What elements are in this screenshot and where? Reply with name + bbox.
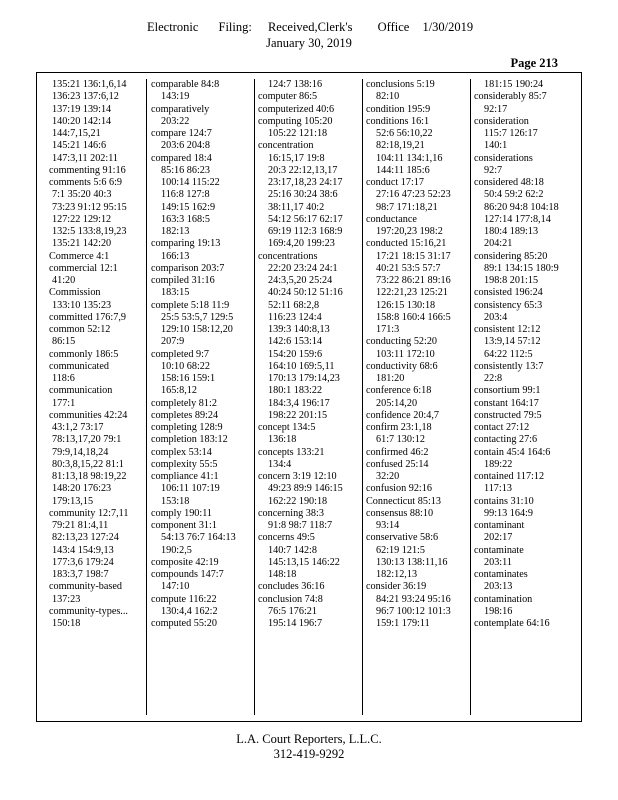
index-page-ref-line: 50:4 59:2 62:2 xyxy=(484,189,544,201)
index-page-ref-line: 183:15 xyxy=(161,287,190,299)
index-term-entry: computer 86:5 xyxy=(258,91,318,103)
index-term-entry: conclusions 5:19 xyxy=(366,79,435,90)
index-page-ref-line: 139:3 140:8,13 xyxy=(268,324,330,335)
index-term-entry: constructed 79:5 xyxy=(474,409,542,421)
index-term-entry: complex 53:14 xyxy=(151,446,212,458)
index-page-ref-line: 104:11 134:1,16 xyxy=(376,152,443,164)
word-index-box xyxy=(36,72,582,722)
index-term-entry: comparable 84:8 xyxy=(151,79,220,90)
index-page-ref-line: 25:5 53:5,7 129:5 xyxy=(161,311,234,323)
index-term-entry: concentrations xyxy=(258,250,318,262)
index-term-entry: concepts 133:21 xyxy=(258,446,325,458)
index-term-entry: conductance xyxy=(366,213,417,225)
index-page-ref-line: 134:4 xyxy=(268,458,292,470)
index-term-entry: conservative 58:6 xyxy=(366,532,439,544)
index-page-ref-line: 145:13,15 146:22 xyxy=(268,556,340,568)
index-term-entry: Commerce 4:1 xyxy=(49,250,110,262)
index-term-entry: comparing 19:13 xyxy=(151,238,221,250)
index-page-ref-line: 181:15 190:24 xyxy=(484,79,544,90)
index-term-entry: community 12:7,11 xyxy=(49,507,129,519)
index-term-entry: computerized 40:6 xyxy=(258,103,335,115)
index-page-ref-line: 136:23 137:6,12 xyxy=(52,91,119,103)
index-page-ref-line: 177:1 xyxy=(52,397,76,409)
index-page-ref-line: 202:17 xyxy=(484,532,513,544)
index-page-ref-line: 106:11 107:19 xyxy=(161,483,220,495)
index-page-ref-line: 124:7 138:16 xyxy=(268,79,323,90)
index-term-entry: computed 55:20 xyxy=(151,618,217,629)
index-page-ref-line: 147:10 xyxy=(161,581,190,593)
index-page-ref-line: 143:19 xyxy=(161,91,190,103)
index-term-entry: compared 18:4 xyxy=(151,152,212,164)
index-term-entry: completes 89:24 xyxy=(151,409,219,421)
index-term-entry: consistent 12:12 xyxy=(474,324,541,335)
index-page-ref-line: 82:10 xyxy=(376,91,400,103)
index-page-ref-line: 91:8 98:7 118:7 xyxy=(268,520,333,531)
index-page-ref-line: 98:7 171:18,21 xyxy=(376,201,438,213)
index-term-entry: conducting 52:20 xyxy=(366,336,438,348)
index-page-ref-line: 148:18 xyxy=(268,569,297,580)
index-page-ref-line: 144:11 185:6 xyxy=(376,164,430,176)
index-page-ref-line: 54:13 76:7 164:13 xyxy=(161,532,236,544)
index-page-ref-line: 84:21 93:24 95:16 xyxy=(376,593,451,605)
stamp-electronic: Electronic xyxy=(147,20,199,34)
index-page-ref-line: 32:20 xyxy=(376,471,400,482)
index-page-ref-line: 62:19 121:5 xyxy=(376,544,425,556)
index-page-ref-line: 105:22 121:18 xyxy=(268,128,328,139)
index-term-entry: contain 45:4 164:6 xyxy=(474,446,551,458)
index-term-entry: condition 195:9 xyxy=(366,103,431,115)
index-page-ref-line: 82:18,19,21 xyxy=(376,140,425,152)
index-page-ref-line: 149:15 162:9 xyxy=(161,201,216,213)
index-page-ref-line: 165:8,12 xyxy=(161,385,197,397)
index-term-entry: complete 5:18 11:9 xyxy=(151,299,230,311)
index-term-entry: communicated xyxy=(49,360,109,372)
index-page-ref-line: 180:4 189:13 xyxy=(484,226,539,237)
index-page-ref-line: 7:1 35:20 40:3 xyxy=(52,189,112,201)
index-page-ref-line: 73:23 91:12 95:15 xyxy=(52,201,127,213)
index-page-ref-line: 154:20 159:6 xyxy=(268,348,323,360)
index-term-entry: completely 81:2 xyxy=(151,397,217,409)
index-page-ref-line: 116:8 127:8 xyxy=(161,189,210,201)
index-column-3 xyxy=(254,79,360,715)
index-page-ref-line: 180:1 183:22 xyxy=(268,385,323,397)
index-term-entry: commonly 186:5 xyxy=(49,348,119,360)
index-term-entry: concerns 49:5 xyxy=(258,532,315,544)
index-page-ref-line: 130:4,4 162:2 xyxy=(161,605,218,617)
index-page-ref-line: 10:10 68:22 xyxy=(161,360,210,372)
index-page-ref-line: 205:14,20 xyxy=(376,397,418,409)
index-page-ref-line: 158:16 159:1 xyxy=(161,373,216,384)
index-term-entry: complexity 55:5 xyxy=(151,458,218,470)
index-term-entry: compare 124:7 xyxy=(151,128,212,139)
index-term-entry: conducted 15:16,21 xyxy=(366,238,447,250)
index-term-entry: consider 36:19 xyxy=(366,581,427,593)
footer-phone: 312-419-9292 xyxy=(273,747,345,761)
index-page-ref-line: 169:4,20 199:23 xyxy=(268,238,335,250)
index-term-entry: consortium 99:1 xyxy=(474,385,541,397)
index-term-entry: conductivity 68:6 xyxy=(366,360,438,372)
index-page-ref-line: 153:18 xyxy=(161,495,190,507)
index-page-ref-line: 182:13 xyxy=(161,226,190,237)
index-page-ref-line: 133:10 135:23 xyxy=(52,299,112,311)
index-page-ref-line: 195:14 196:7 xyxy=(268,618,323,629)
page-number: Page 213 xyxy=(510,56,558,70)
index-term-entry: Commission xyxy=(49,287,101,299)
index-page-ref-line: 22:20 23:24 24:1 xyxy=(268,262,338,274)
index-page-ref-line: 137:23 xyxy=(52,593,81,605)
index-term-entry: considering 85:20 xyxy=(474,250,548,262)
index-term-entry: consistently 13:7 xyxy=(474,360,544,372)
index-page-ref-line: 23:17,18,23 24:17 xyxy=(268,177,343,188)
index-term-entry: commercial 12:1 xyxy=(49,262,118,274)
index-page-ref-line: 76:5 176:21 xyxy=(268,605,317,617)
index-page-ref-line: 118:6 xyxy=(52,373,75,384)
index-term-entry: confirmed 46:2 xyxy=(366,446,429,458)
stamp-office: Office xyxy=(377,20,410,34)
index-term-entry: consistency 65:3 xyxy=(474,299,543,311)
index-page-ref-line: 86:15 xyxy=(52,336,76,348)
index-term-entry: contaminate xyxy=(474,544,524,556)
filing-date-line: January 30, 2019 xyxy=(266,36,352,50)
stamp-date: 1/30/2019 xyxy=(422,20,474,34)
index-page-ref-line: 129:10 158:12,20 xyxy=(161,324,233,335)
index-page-ref-line: 184:3,4 196:17 xyxy=(268,397,330,409)
index-page-ref-line: 207:9 xyxy=(161,336,185,348)
index-page-ref-line: 22:8 xyxy=(484,373,503,384)
index-column-4 xyxy=(362,79,468,715)
index-page-ref-line: 162:22 190:18 xyxy=(268,495,328,507)
index-term-entry: completing 128:9 xyxy=(151,422,223,433)
index-term-entry: compounds 147:7 xyxy=(151,569,224,580)
index-term-entry: common 52:12 xyxy=(49,324,111,335)
index-page-ref-line: 89:1 134:15 180:9 xyxy=(484,262,559,274)
index-term-entry: completed 9:7 xyxy=(151,348,209,360)
index-page-ref-line: 116:23 124:4 xyxy=(268,311,322,323)
index-term-entry: confusion 92:16 xyxy=(366,483,432,495)
index-page-ref-line: 203:22 xyxy=(161,115,190,127)
index-term-entry: conclusion 74:8 xyxy=(258,593,323,605)
index-page-ref-line: 17:21 18:15 31:17 xyxy=(376,250,451,262)
index-page-ref-line: 126:15 130:18 xyxy=(376,299,436,311)
index-page-ref-line: 85:16 86:23 xyxy=(161,164,210,176)
index-term-entry: concerning 38:3 xyxy=(258,507,324,519)
index-term-entry: contamination xyxy=(474,593,533,605)
index-page-ref-line: 27:16 47:23 52:23 xyxy=(376,189,451,201)
index-page-ref-line: 130:13 138:11,16 xyxy=(376,556,448,568)
footer-company: L.A. Court Reporters, L.L.C. xyxy=(236,732,382,746)
index-page-ref-line: 198:8 201:15 xyxy=(484,275,539,286)
index-page-ref-line: 198:16 xyxy=(484,605,513,617)
index-page-ref-line: 52:11 68:2,8 xyxy=(268,299,320,311)
index-page-ref-line: 143:4 154:9,13 xyxy=(52,544,114,556)
index-column-1 xyxy=(49,79,151,715)
index-page-ref-line: 92:7 xyxy=(484,164,503,176)
index-term-entry: contaminates xyxy=(474,569,528,580)
index-term-entry: considerably 85:7 xyxy=(474,91,547,103)
index-page-ref-line: 79:21 81:4,11 xyxy=(52,520,109,531)
index-page-ref-line: 127:22 129:12 xyxy=(52,213,112,225)
index-page-ref-line: 80:3,8,15,22 81:1 xyxy=(52,458,124,470)
index-page-ref-line: 132:5 133:8,19,23 xyxy=(52,226,127,237)
index-term-entry: considered 48:18 xyxy=(474,177,544,188)
index-term-entry: communication xyxy=(49,385,113,397)
index-term-entry: comply 190:11 xyxy=(151,507,213,519)
index-page-ref-line: 164:10 169:5,11 xyxy=(268,360,335,372)
index-page-ref-line: 92:17 xyxy=(484,103,508,115)
index-page-ref-line: 49:23 89:9 146:15 xyxy=(268,483,343,495)
index-term-entry: contacting 27:6 xyxy=(474,434,538,446)
index-term-entry: consideration xyxy=(474,115,529,127)
index-term-entry: completion 183:12 xyxy=(151,434,228,446)
index-page-ref-line: 203:4 xyxy=(484,311,508,323)
index-page-ref-line: 61:7 130:12 xyxy=(376,434,425,446)
index-page-ref-line: 73:22 86:21 89:16 xyxy=(376,275,451,286)
index-page-ref-line: 140:1 xyxy=(484,140,508,152)
index-term-entry: compiled 31:16 xyxy=(151,275,215,286)
index-page-ref-line: 140:7 142:8 xyxy=(268,544,317,556)
index-term-entry: comparison 203:7 xyxy=(151,262,225,274)
index-page-ref-line: 25:16 30:24 38:6 xyxy=(268,189,338,201)
index-page-ref-line: 181:20 xyxy=(376,373,405,384)
index-page-ref-line: 135:21 136:1,6,14 xyxy=(52,79,127,90)
index-page-ref-line: 203:6 204:8 xyxy=(161,140,210,152)
index-page-ref-line: 54:12 56:17 62:17 xyxy=(268,213,343,225)
index-page-ref-line: 145:21 146:6 xyxy=(52,140,107,152)
index-term-entry: compliance 41:1 xyxy=(151,471,219,482)
index-term-entry: contains 31:10 xyxy=(474,495,534,507)
index-term-entry: comparatively xyxy=(151,103,210,115)
index-page-ref-line: 144:7,15,21 xyxy=(52,128,101,139)
index-page-ref-line: 203:13 xyxy=(484,581,513,593)
index-page-ref-line: 148:20 176:23 xyxy=(52,483,112,495)
index-page-ref-line: 64:22 112:5 xyxy=(484,348,533,360)
index-term-entry: confirm 23:1,18 xyxy=(366,422,432,433)
index-page-ref-line: 203:11 xyxy=(484,556,512,568)
index-page-ref-line: 171:3 xyxy=(376,324,400,335)
stamp-filing: Filing: xyxy=(218,20,252,34)
index-page-ref-line: 177:3,6 179:24 xyxy=(52,556,114,568)
index-term-entry: community-types... xyxy=(49,605,128,617)
index-page-ref-line: 81:13,18 98:19,22 xyxy=(52,471,127,482)
index-term-entry: consensus 88:10 xyxy=(366,507,434,519)
index-page-ref-line: 190:2,5 xyxy=(161,544,192,556)
index-page-ref-line: 122:21,23 125:21 xyxy=(376,287,448,299)
stamp-received: Received,Clerk's xyxy=(267,20,353,34)
index-page-ref-line: 78:13,17,20 79:1 xyxy=(52,434,122,446)
index-term-entry: commenting 91:16 xyxy=(49,164,126,176)
index-page-ref-line: 24:3,5,20 25:24 xyxy=(268,275,333,286)
index-page-ref-line: 135:21 142:20 xyxy=(52,238,112,250)
index-page-ref-line: 13:9,14 57:12 xyxy=(484,336,541,348)
index-page-ref-line: 136:18 xyxy=(268,434,297,446)
index-page-ref-line: 183:3,7 198:7 xyxy=(52,569,109,580)
index-page-ref-line: 150:18 xyxy=(52,618,81,629)
index-page-ref-line: 142:6 153:14 xyxy=(268,336,323,348)
index-term-entry: Connecticut 85:13 xyxy=(366,495,441,507)
index-term-entry: contaminant xyxy=(474,520,525,531)
index-term-entry: committed 176:7,9 xyxy=(49,311,126,323)
index-page-ref-line: 79:9,14,18,24 xyxy=(52,446,109,458)
index-page-ref-line: 103:11 172:10 xyxy=(376,348,435,360)
index-page-ref-line: 197:20,23 198:2 xyxy=(376,226,443,237)
index-page-ref-line: 179:13,15 xyxy=(52,495,94,507)
index-page-ref-line: 163:3 168:5 xyxy=(161,213,210,225)
index-term-entry: confidence 20:4,7 xyxy=(366,409,439,421)
index-page-ref-line: 159:1 179:11 xyxy=(376,618,430,629)
index-page-ref-line: 40:24 50:12 51:16 xyxy=(268,287,343,299)
index-page-ref-line: 117:13 xyxy=(484,483,512,495)
index-page-ref-line: 43:1,2 73:17 xyxy=(52,422,104,433)
index-page-ref-line: 69:19 112:3 168:9 xyxy=(268,226,343,237)
index-page-ref-line: 96:7 100:12 101:3 xyxy=(376,605,451,617)
index-term-entry: compute 116:22 xyxy=(151,593,217,605)
index-page-ref-line: 99:13 164:9 xyxy=(484,507,533,519)
index-term-entry: concludes 36:16 xyxy=(258,581,325,593)
index-page-ref-line: 170:13 179:14,23 xyxy=(268,373,340,384)
index-term-entry: community-based xyxy=(49,581,122,593)
index-term-entry: composite 42:19 xyxy=(151,556,219,568)
index-term-entry: concentration xyxy=(258,140,314,152)
index-page-ref-line: 41:20 xyxy=(52,275,76,286)
index-column-2 xyxy=(146,79,248,715)
index-term-entry: considerations xyxy=(474,152,533,164)
index-page-ref-line: 16:15,17 19:8 xyxy=(268,152,325,164)
index-page-ref-line: 204:21 xyxy=(484,238,513,250)
index-term-entry: constant 164:17 xyxy=(474,397,539,409)
index-term-entry: contemplate 64:16 xyxy=(474,618,550,629)
index-page-ref-line: 140:20 142:14 xyxy=(52,115,112,127)
index-term-entry: contact 27:12 xyxy=(474,422,530,433)
index-term-entry: computing 105:20 xyxy=(258,115,333,127)
index-page-ref-line: 137:19 139:14 xyxy=(52,103,112,115)
index-page-ref-line: 93:14 xyxy=(376,520,400,531)
index-page-ref-line: 20:3 22:12,13,17 xyxy=(268,164,338,176)
index-page-ref-line: 40:21 53:5 57:7 xyxy=(376,262,441,274)
index-term-entry: contained 117:12 xyxy=(474,471,545,482)
index-term-entry: concept 134:5 xyxy=(258,422,316,433)
index-term-entry: consisted 196:24 xyxy=(474,287,543,299)
index-term-entry: communities 42:24 xyxy=(49,409,128,421)
index-page-ref-line: 189:22 xyxy=(484,458,513,470)
index-term-entry: conference 6:18 xyxy=(366,385,432,397)
index-page-ref-line: 158:8 160:4 166:5 xyxy=(376,311,451,323)
filing-stamp-line xyxy=(147,20,473,35)
index-page-ref-line: 100:14 115:22 xyxy=(161,177,220,188)
index-page-ref-line: 115:7 126:17 xyxy=(484,128,538,139)
index-term-entry: concern 3:19 12:10 xyxy=(258,471,337,482)
index-term-entry: conduct 17:17 xyxy=(366,177,425,188)
index-page-ref-line: 52:6 56:10,22 xyxy=(376,128,433,139)
index-term-entry: comments 5:6 6:9 xyxy=(49,177,123,188)
index-term-entry: conditions 16:1 xyxy=(366,115,430,127)
index-term-entry: confused 25:14 xyxy=(366,458,429,470)
index-page-ref-line: 198:22 201:15 xyxy=(268,409,328,421)
index-page-ref-line: 82:13,23 127:24 xyxy=(52,532,119,544)
index-page-ref-line: 166:13 xyxy=(161,250,190,262)
index-page-ref-line: 38:11,17 40:2 xyxy=(268,201,325,213)
index-page-ref-line: 127:14 177:8,14 xyxy=(484,213,551,225)
index-page-ref-line: 147:3,11 202:11 xyxy=(52,152,119,164)
index-page-ref-line: 86:20 94:8 104:18 xyxy=(484,201,559,213)
index-column-5 xyxy=(470,79,578,715)
index-term-entry: component 31:1 xyxy=(151,520,217,531)
index-page-ref-line: 182:12,13 xyxy=(376,569,418,580)
